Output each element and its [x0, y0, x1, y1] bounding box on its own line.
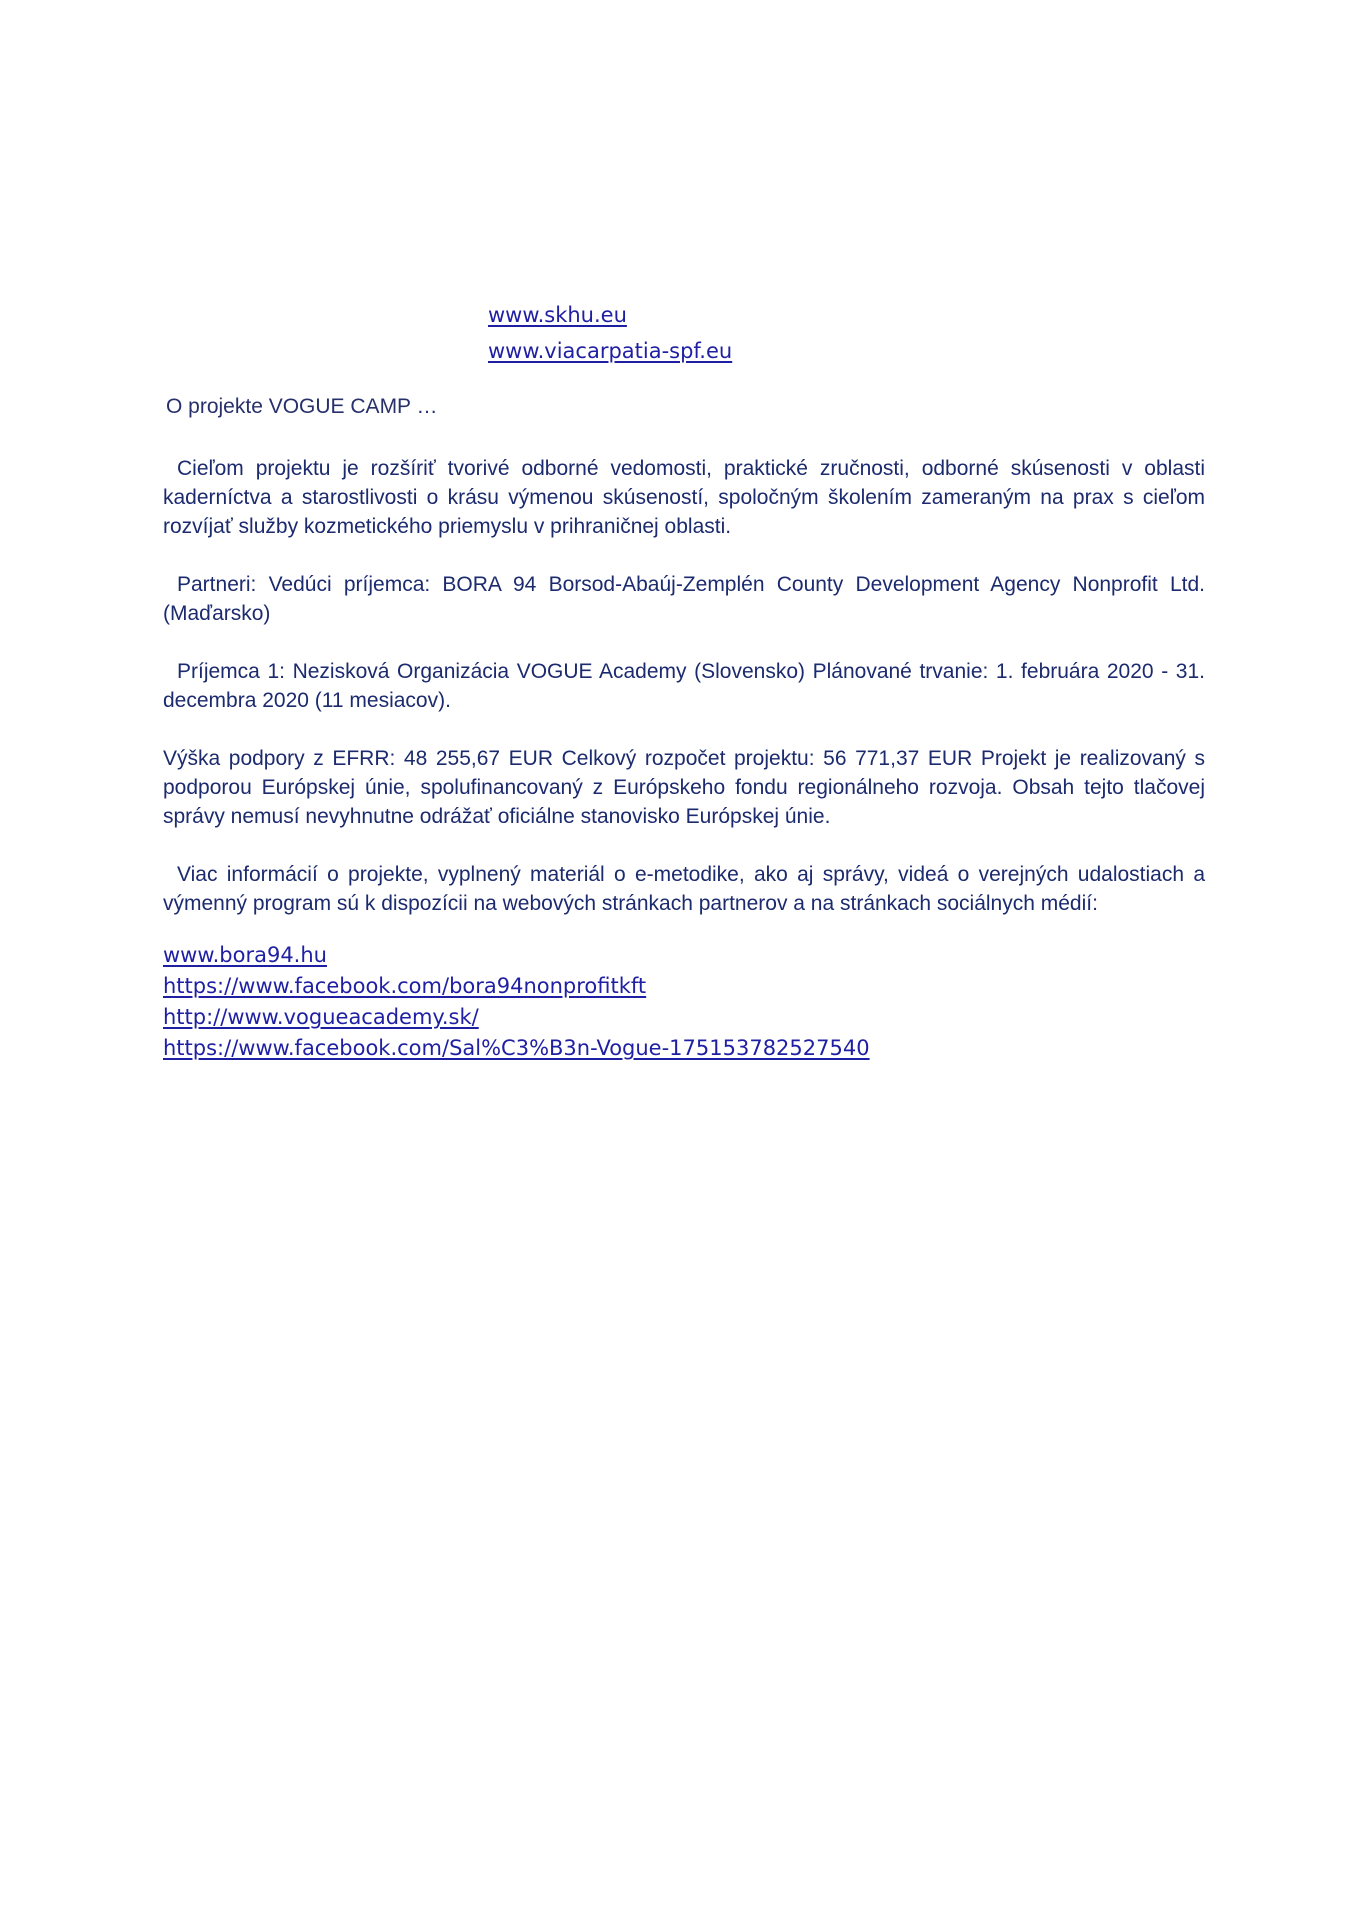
partner-links: [163, 940, 870, 1064]
project-description: [163, 454, 1205, 918]
paragraph-partners: Partneri: Vedúci príjemca: BORA 94 Borsod-Abaúj-Zemplén County Development Agency Nonprofit Ltd. (Maďarsko): [163, 573, 1205, 625]
program-links: [488, 297, 732, 369]
link-bora94[interactable]: www.bora94.hu: [163, 943, 327, 967]
link-viacarpatia[interactable]: www.viacarpatia-spf.eu: [488, 339, 733, 363]
paragraph-beneficiary: Príjemca 1: Nezisková Organizácia VOGUE Academy (Slovensko) Plánované trvanie: 1. februára 2020 - 31. decembra 2020 (11 mesiacov).: [163, 660, 1205, 712]
paragraph-funding: Výška podpory z EFRR: 48 255,67 EUR Celkový rozpočet projektu: 56 771,37 EUR Projekt je realizovaný s podporou Európskej únie, spolufinancovaný z Európskeho fondu regionálneho rozvoja. Obsah tejto tlačovej správy nemusí nevyhnutne odrážať oficiálne stanovisko Európskej únie.: [163, 747, 1205, 828]
paragraph-goal: Cieľom projektu je rozšíriť tvorivé odborné vedomosti, praktické zručnosti, odborné skúsenosti v oblasti kaderníctva a starostlivosti o krásu výmenou skúseností, spoločným školením zameraným na prax s cieľom rozvíjať služby kozmetického priemyslu v prihraničnej oblasti.: [163, 457, 1205, 538]
paragraph-more-info: Viac informácií o projekte, vyplnený materiál o e-metodike, ako aj správy, videá o verejných udalostiach a výmenný program sú k dispozícii na webových stránkach partnerov a na stránkach sociálnych médií:: [163, 863, 1205, 915]
link-vogueacademy[interactable]: http://www.vogueacademy.sk/: [163, 1005, 479, 1029]
link-facebook-salon-vogue[interactable]: https://www.facebook.com/Sal%C3%B3n-Vogue-175153782527540: [163, 1036, 870, 1060]
link-skhu[interactable]: www.skhu.eu: [488, 303, 627, 327]
project-intro-heading: O projekte VOGUE CAMP …: [166, 395, 438, 418]
link-facebook-bora94[interactable]: https://www.facebook.com/bora94nonprofitkft: [163, 974, 647, 998]
